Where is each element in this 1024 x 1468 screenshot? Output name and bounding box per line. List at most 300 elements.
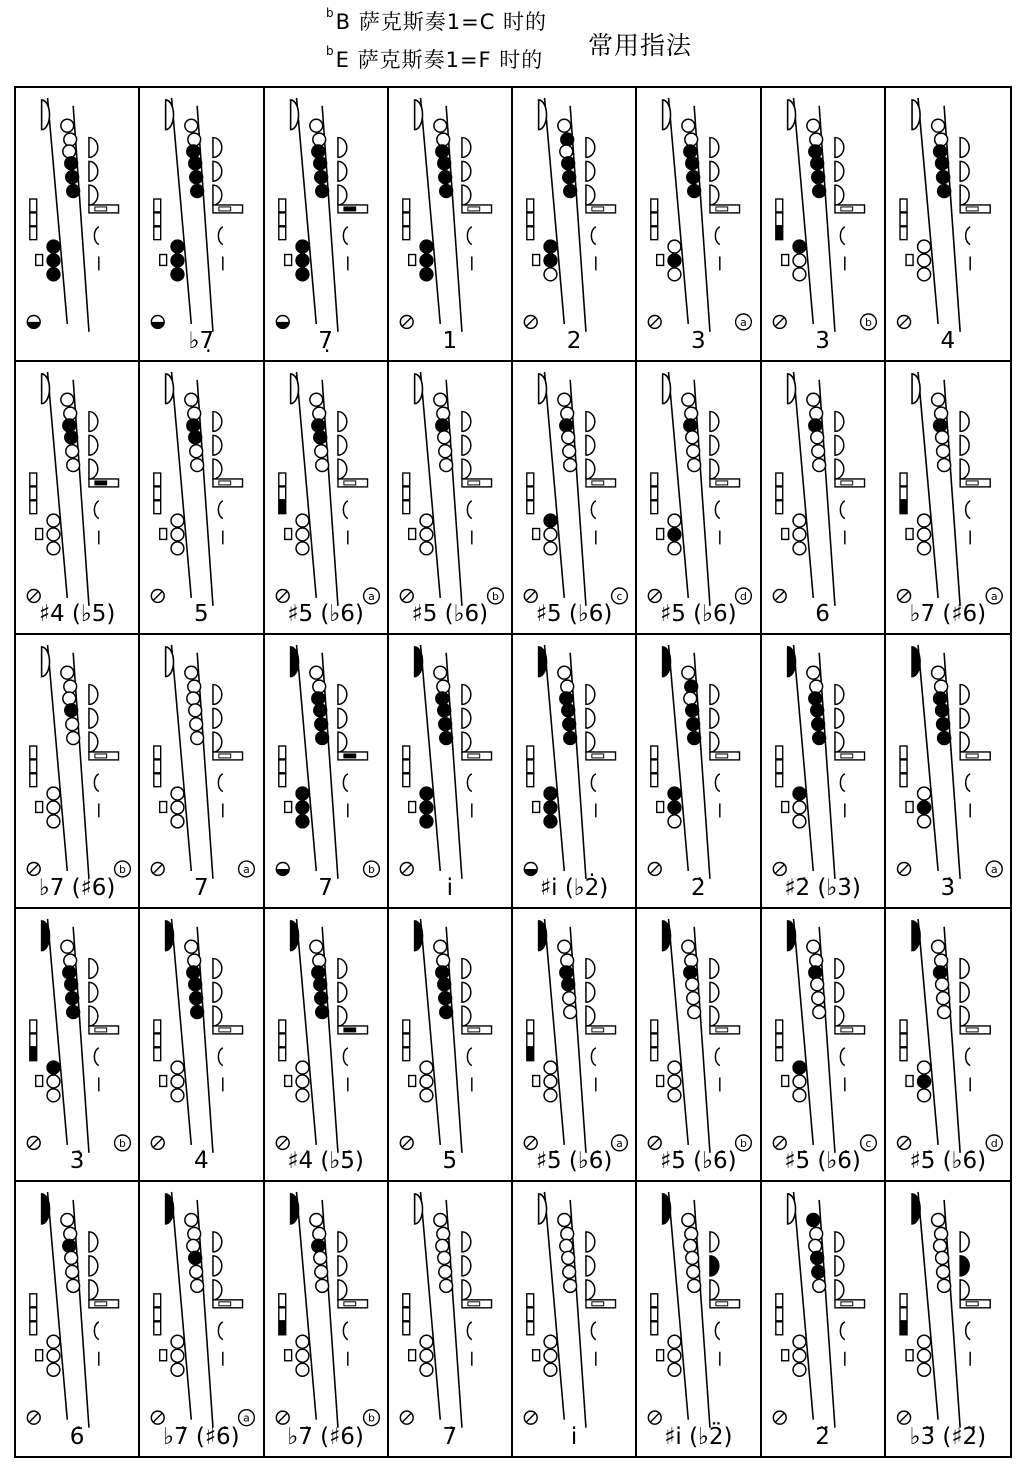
palm-key xyxy=(834,1280,843,1300)
lower-key xyxy=(544,254,557,267)
upper-key xyxy=(436,145,449,158)
lower-key xyxy=(171,1350,184,1363)
palm-key xyxy=(960,1256,969,1276)
upper-key xyxy=(935,978,948,991)
upper-key xyxy=(313,430,326,443)
fingering-diagram xyxy=(389,362,511,634)
side-key xyxy=(403,1308,410,1321)
side-key xyxy=(30,500,37,513)
palm-key xyxy=(337,1232,346,1252)
note-label: ♯5̇ (♭6̇) xyxy=(784,1148,861,1175)
note-label: ♯5 (♭6) xyxy=(660,601,737,628)
upper-key xyxy=(931,1214,944,1227)
palm-key xyxy=(710,685,719,705)
palm-key xyxy=(834,1256,843,1276)
low-side-key xyxy=(533,1075,540,1086)
palm-key xyxy=(462,732,471,752)
note-label: ♭7̇ (♯6̇) xyxy=(287,1424,364,1450)
side-key xyxy=(651,746,658,759)
low-side-key xyxy=(657,528,664,539)
low-side-key xyxy=(781,528,788,539)
side-key xyxy=(30,1048,37,1061)
low-key-arc xyxy=(965,500,970,518)
side-key xyxy=(30,199,37,212)
low-key-arc xyxy=(94,227,98,245)
note-label: 7 xyxy=(318,874,333,901)
lower-key xyxy=(668,1350,681,1363)
fingering-cell xyxy=(513,362,637,636)
variant-badge-letter: b xyxy=(119,1136,126,1150)
palm-key xyxy=(213,161,222,181)
low-key-arc xyxy=(219,500,223,518)
variant-badge-letter: c xyxy=(864,1136,871,1150)
upper-key xyxy=(937,185,950,198)
upper-key xyxy=(561,954,574,967)
note-label: 5 xyxy=(194,601,209,628)
lower-key xyxy=(544,1061,557,1074)
lower-key xyxy=(793,1089,806,1102)
palm-key xyxy=(710,1256,719,1276)
palm-key xyxy=(834,435,843,455)
low-side-key xyxy=(36,255,43,266)
side-key xyxy=(30,760,37,773)
lower-key xyxy=(917,514,930,527)
palm-key xyxy=(834,1232,843,1252)
upper-key xyxy=(685,133,698,146)
lower-key xyxy=(668,1075,681,1088)
upper-key xyxy=(437,680,450,693)
fingering-cell xyxy=(16,635,140,909)
lower-key xyxy=(296,1364,309,1377)
upper-key xyxy=(812,458,825,471)
palm-key xyxy=(462,1280,471,1300)
table-key xyxy=(592,207,604,211)
upper-key xyxy=(812,732,825,745)
fingering-cell xyxy=(513,635,637,909)
fingering-cell xyxy=(140,909,264,1183)
palm-key xyxy=(89,1006,98,1026)
lower-key xyxy=(47,801,60,814)
fingering-cell xyxy=(762,1182,886,1456)
lower-key xyxy=(171,254,184,267)
palm-key xyxy=(586,435,595,455)
upper-key xyxy=(436,692,449,705)
variant-badge-letter: b xyxy=(119,863,126,877)
fingering-cell xyxy=(762,362,886,636)
palm-key xyxy=(710,161,719,181)
palm-key xyxy=(337,411,346,431)
upper-key xyxy=(189,157,202,170)
note-label: 2̇ xyxy=(691,874,706,901)
low-key-arc xyxy=(591,500,595,518)
fingering-diagram xyxy=(762,1182,884,1456)
upper-key xyxy=(437,407,450,420)
side-key xyxy=(278,473,285,486)
variant-badge-letter: a xyxy=(616,1136,623,1150)
palm-key xyxy=(89,982,98,1002)
upper-key xyxy=(685,680,698,693)
fingering-diagram xyxy=(265,635,387,907)
upper-key xyxy=(684,1240,697,1253)
lower-key xyxy=(668,1089,681,1102)
upper-key xyxy=(315,185,328,198)
palm-key xyxy=(89,685,98,705)
upper-key xyxy=(686,978,699,991)
low-side-key xyxy=(533,528,540,539)
side-key xyxy=(30,227,37,240)
palm-key xyxy=(462,138,471,158)
lower-key xyxy=(296,815,309,828)
upper-key xyxy=(563,1266,576,1279)
palm-key xyxy=(710,459,719,479)
upper-key xyxy=(808,145,821,158)
fingering-cell xyxy=(637,88,761,362)
lower-key xyxy=(171,528,184,541)
palm-key xyxy=(960,1232,969,1252)
upper-key xyxy=(687,718,700,731)
upper-key xyxy=(806,393,819,406)
low-key-arc xyxy=(343,1322,347,1340)
lower-key xyxy=(544,801,557,814)
side-key xyxy=(775,774,782,787)
upper-key xyxy=(64,407,77,420)
palm-key xyxy=(89,161,98,181)
table-key xyxy=(716,1028,728,1032)
upper-key xyxy=(437,954,450,967)
variant-badge-letter: a xyxy=(367,589,375,603)
lower-key xyxy=(668,1061,681,1074)
palm-key xyxy=(89,138,98,158)
fingering-cell xyxy=(513,1182,637,1456)
low-key-arc xyxy=(467,1048,471,1066)
palm-key xyxy=(89,1256,98,1276)
upper-key xyxy=(61,119,74,132)
side-key xyxy=(900,486,907,499)
upper-key xyxy=(67,458,80,471)
upper-key xyxy=(563,171,576,184)
fingering-diagram xyxy=(389,88,511,360)
low-side-key xyxy=(906,1075,913,1086)
upper-key xyxy=(687,444,700,457)
upper-key xyxy=(808,966,821,979)
upper-key xyxy=(63,419,76,432)
upper-key xyxy=(440,1280,453,1293)
upper-key xyxy=(808,1240,821,1253)
note-label: ♯i̇ (♭2̈) xyxy=(664,1424,733,1450)
upper-key xyxy=(564,732,577,745)
lower-key xyxy=(917,801,930,814)
upper-key xyxy=(313,978,326,991)
upper-key xyxy=(311,145,324,158)
upper-key xyxy=(809,680,822,693)
note-label: 6 xyxy=(815,601,830,628)
upper-key xyxy=(810,704,823,717)
low-key-arc xyxy=(716,227,720,245)
palm-key xyxy=(213,982,222,1002)
fingering-diagram xyxy=(16,1182,138,1456)
upper-key xyxy=(434,940,447,953)
side-key xyxy=(403,473,410,486)
side-key xyxy=(403,1020,410,1033)
table-key xyxy=(95,1302,107,1306)
upper-key xyxy=(187,966,200,979)
upper-key xyxy=(558,666,571,679)
upper-key xyxy=(312,680,325,693)
side-key xyxy=(775,760,782,773)
upper-key xyxy=(564,185,577,198)
header-line-1 xyxy=(326,6,547,36)
palm-key xyxy=(213,138,222,158)
lower-key xyxy=(171,268,184,281)
upper-key xyxy=(688,732,701,745)
upper-key xyxy=(439,171,452,184)
upper-key xyxy=(560,966,573,979)
low-side-key xyxy=(781,1350,788,1361)
low-key-arc xyxy=(343,500,347,518)
table-key xyxy=(219,481,231,485)
lower-key xyxy=(544,514,557,527)
upper-key xyxy=(189,978,202,991)
side-key xyxy=(403,1034,410,1047)
lower-key xyxy=(171,1061,184,1074)
side-key xyxy=(527,1322,534,1335)
side-key xyxy=(154,774,161,787)
palm-key xyxy=(462,982,471,1002)
upper-key xyxy=(312,1228,325,1241)
upper-key xyxy=(562,430,575,443)
lower-key xyxy=(296,528,309,541)
note-label: 3̇ xyxy=(940,874,956,901)
fingering-diagram xyxy=(140,1182,262,1456)
table-key xyxy=(840,1302,852,1306)
side-key xyxy=(278,486,285,499)
palm-key xyxy=(462,958,471,978)
side-key xyxy=(278,227,285,240)
note-label: ♯5 (♭6) xyxy=(535,601,613,628)
low-key-arc xyxy=(965,1322,970,1340)
lower-key xyxy=(917,240,930,253)
upper-key xyxy=(67,1280,80,1293)
lower-key xyxy=(296,801,309,814)
table-key xyxy=(468,207,480,211)
upper-key xyxy=(682,940,695,953)
fingering-cell xyxy=(886,909,1010,1183)
upper-key xyxy=(65,1252,78,1265)
upper-key xyxy=(64,1228,77,1241)
side-key xyxy=(278,199,285,212)
lower-key xyxy=(544,268,557,281)
table-key xyxy=(343,481,355,485)
fingering-diagram xyxy=(513,635,635,907)
side-key xyxy=(900,213,907,226)
fingering-diagram xyxy=(16,88,138,360)
table-key xyxy=(966,207,978,211)
table-key xyxy=(468,1028,480,1032)
low-side-key xyxy=(781,802,788,813)
lower-key xyxy=(47,1336,60,1349)
palm-key xyxy=(337,1006,346,1026)
palm-key xyxy=(213,709,222,729)
upper-key xyxy=(438,704,451,717)
lower-key xyxy=(47,1350,60,1363)
lower-key xyxy=(420,787,433,800)
upper-key xyxy=(66,444,79,457)
header-line-2-text: 萨克斯奏1=F 时的 xyxy=(357,48,544,72)
note-label: ♯4̇ (♭5̇) xyxy=(287,1148,364,1175)
upper-key xyxy=(806,1214,819,1227)
upper-key xyxy=(440,185,453,198)
upper-key xyxy=(562,978,575,991)
upper-key xyxy=(434,666,447,679)
palm-key xyxy=(960,435,969,455)
side-key xyxy=(154,1048,161,1061)
upper-key xyxy=(564,1280,577,1293)
upper-key xyxy=(188,133,201,146)
upper-key xyxy=(309,393,322,406)
side-key xyxy=(154,1294,161,1307)
upper-key xyxy=(311,1240,324,1253)
fingering-diagram xyxy=(886,1182,1010,1456)
fingering-diagram xyxy=(389,909,511,1181)
lower-key xyxy=(668,528,681,541)
palm-key xyxy=(834,411,843,431)
palm-key xyxy=(462,161,471,181)
upper-key xyxy=(187,419,200,432)
lower-key xyxy=(171,1075,184,1088)
side-key xyxy=(527,1294,534,1307)
note-label: ♯2̇ (♭3̇) xyxy=(784,874,861,901)
palm-key xyxy=(89,435,98,455)
upper-key xyxy=(931,940,944,953)
upper-key xyxy=(936,444,949,457)
header-line-1-text: 萨克斯奏1=C 时的 xyxy=(358,10,548,34)
lower-key xyxy=(420,1364,433,1377)
upper-key xyxy=(312,954,325,967)
side-key xyxy=(30,774,37,787)
upper-key xyxy=(64,133,77,146)
upper-key xyxy=(191,732,204,745)
palm-key xyxy=(586,411,595,431)
palm-key xyxy=(89,411,98,431)
low-side-key xyxy=(906,528,913,539)
palm-key xyxy=(213,459,222,479)
side-key xyxy=(775,500,782,513)
palm-key xyxy=(462,435,471,455)
side-key xyxy=(403,213,410,226)
low-side-key xyxy=(36,802,43,813)
side-key xyxy=(775,199,782,212)
upper-key xyxy=(812,1280,825,1293)
lower-key xyxy=(47,1364,60,1377)
palm-key xyxy=(710,709,719,729)
upper-key xyxy=(688,185,701,198)
palm-key xyxy=(710,1006,719,1026)
upper-key xyxy=(190,992,203,1005)
palm-key xyxy=(710,982,719,1002)
side-key xyxy=(900,746,907,759)
variant-badge-letter: b xyxy=(491,589,499,603)
key-name: E xyxy=(335,48,350,72)
lower-key xyxy=(420,1336,433,1349)
palm-key xyxy=(337,958,346,978)
palm-key xyxy=(586,138,595,158)
table-key xyxy=(343,1028,355,1032)
side-key xyxy=(154,1034,161,1047)
side-key xyxy=(527,1020,534,1033)
variant-badge-letter: d xyxy=(990,1136,998,1150)
palm-key xyxy=(710,958,719,978)
lower-key xyxy=(420,240,433,253)
lower-key xyxy=(793,787,806,800)
upper-key xyxy=(564,458,577,471)
upper-key xyxy=(682,666,695,679)
note-label: ♯5̇ (♭6̇) xyxy=(909,1148,987,1175)
table-key xyxy=(468,481,480,485)
fingering-diagram xyxy=(637,362,759,634)
upper-key xyxy=(934,133,947,146)
note-label: 7̇ xyxy=(442,1424,458,1450)
side-key xyxy=(278,1294,285,1307)
fingering-cell xyxy=(16,909,140,1183)
upper-key xyxy=(811,992,824,1005)
lower-key xyxy=(668,541,681,554)
lower-key xyxy=(171,1336,184,1349)
upper-key xyxy=(65,157,78,170)
upper-key xyxy=(558,940,571,953)
lower-key xyxy=(793,1350,806,1363)
low-side-key xyxy=(533,802,540,813)
palm-key xyxy=(213,1280,222,1300)
fingering-cell xyxy=(637,1182,761,1456)
upper-key xyxy=(61,1214,74,1227)
lower-key xyxy=(544,1075,557,1088)
low-side-key xyxy=(408,802,415,813)
lower-key xyxy=(296,1075,309,1088)
side-key xyxy=(775,1048,782,1061)
fingering-diagram xyxy=(16,909,138,1181)
low-key-arc xyxy=(94,1048,98,1066)
fingering-diagram xyxy=(140,362,262,634)
side-key xyxy=(527,760,534,773)
table-key xyxy=(219,1028,231,1032)
low-key-arc xyxy=(219,227,223,245)
side-key xyxy=(527,1034,534,1047)
fingering-cell xyxy=(389,362,513,636)
fingering-cell xyxy=(762,909,886,1183)
note-label: ♭7̣ xyxy=(188,327,215,354)
fingering-cell xyxy=(637,635,761,909)
upper-key xyxy=(314,992,327,1005)
side-key xyxy=(278,760,285,773)
upper-key xyxy=(63,145,76,158)
lower-key xyxy=(793,541,806,554)
upper-key xyxy=(61,666,74,679)
low-side-key xyxy=(284,1350,291,1361)
palm-key xyxy=(213,732,222,752)
fingering-diagram xyxy=(265,909,387,1181)
upper-key xyxy=(684,145,697,158)
upper-key xyxy=(64,954,77,967)
palm-key xyxy=(960,1006,969,1026)
lower-key xyxy=(668,254,681,267)
palm-key xyxy=(834,185,843,205)
palm-key xyxy=(586,709,595,729)
side-key xyxy=(775,1034,782,1047)
lower-key xyxy=(296,787,309,800)
palm-key xyxy=(89,459,98,479)
palm-key xyxy=(586,685,595,705)
palm-key xyxy=(89,1232,98,1252)
